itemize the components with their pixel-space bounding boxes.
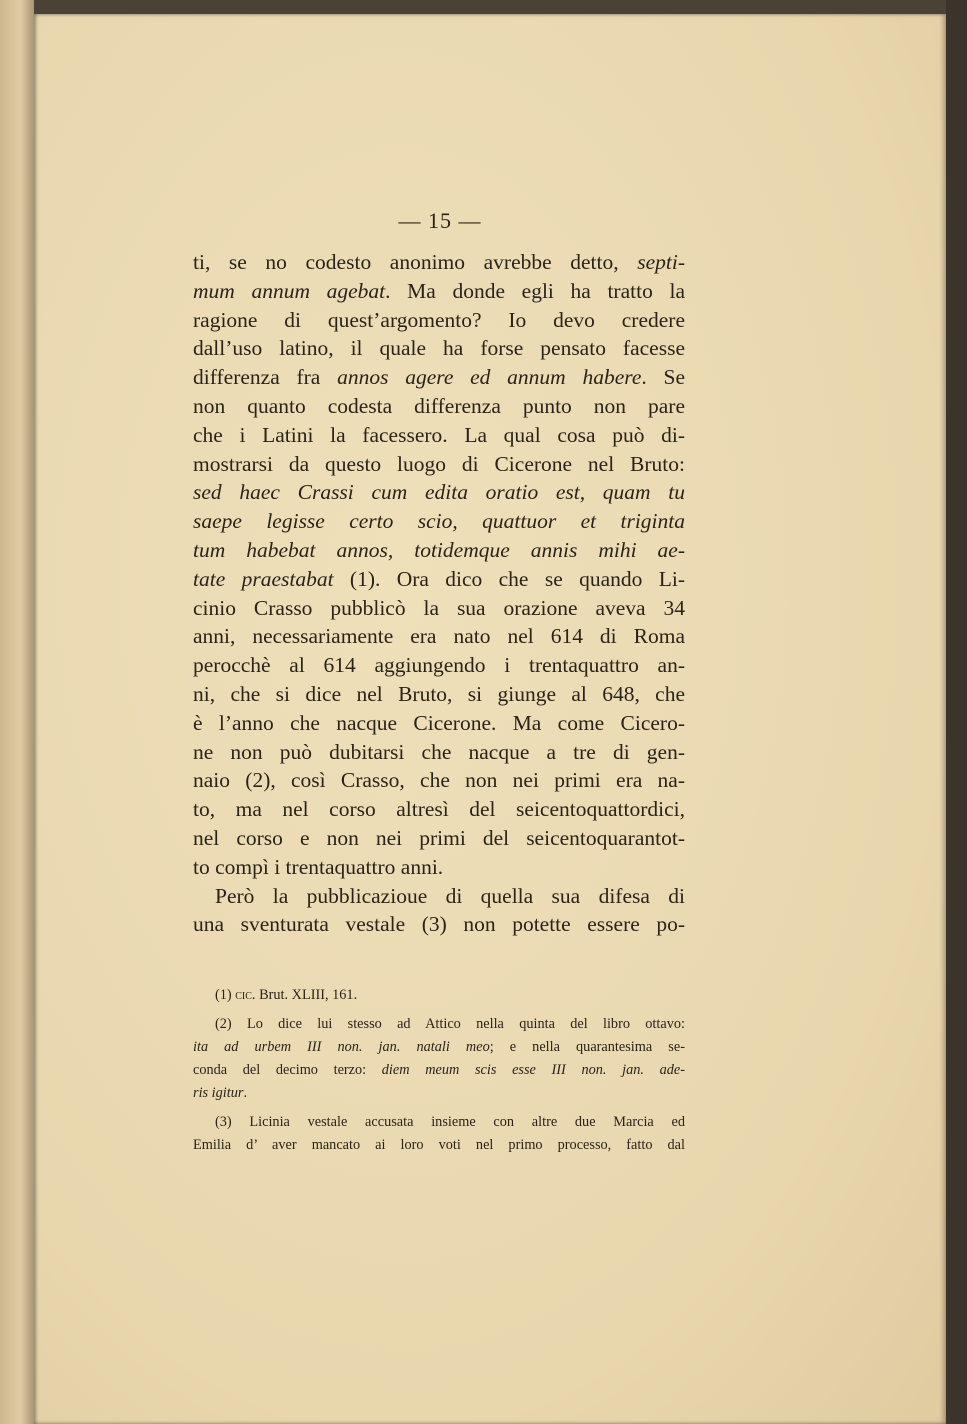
footnote-line: [193, 1111, 685, 1134]
text-segment: . Se: [641, 365, 686, 390]
body-line: [193, 651, 685, 680]
body-line: [193, 248, 685, 277]
body-line: [193, 795, 685, 824]
text-segment: ragione di quest’argomento? Io devo credere: [193, 307, 685, 332]
italic-text: septi-: [637, 250, 685, 274]
body-line: [193, 392, 685, 421]
scan-border-top: [34, 0, 946, 14]
body-line: [193, 421, 685, 450]
body-line: [193, 882, 685, 911]
body-line: [193, 507, 685, 536]
text-segment: cic: [235, 987, 252, 1003]
text-segment: (1). Ora dico che se quando Li-: [333, 566, 685, 591]
text-segment: una sventurata vestale (3) non potette essere po-: [193, 912, 685, 937]
text-segment: to, ma nel corso altresì del seicentoquattordici,: [193, 797, 685, 822]
text-segment: Emilia d’ aver mancato ai loro voti nel primo processo, fatto dal: [193, 1137, 685, 1153]
italic-text: annos agere ed annum habere: [337, 365, 642, 390]
text-segment: è l’anno che nacque Cicerone. Ma come Cicero-: [193, 710, 685, 735]
body-line: [193, 450, 685, 479]
body-line: [193, 824, 685, 853]
text-segment: ti, se no codesto anonimo avrebbe detto,: [193, 250, 638, 274]
text-segment: (2) Lo dice lui stesso ad Attico nella quinta del libro ottavo:: [215, 1016, 685, 1032]
body-line: [193, 594, 685, 623]
text-segment: perocchè al 614 aggiungendo i trentaquattro an-: [193, 653, 685, 678]
page-number: — 15 —: [398, 208, 482, 233]
body-line: [193, 334, 685, 363]
scan-border-right: [946, 0, 967, 1424]
text-segment: ; e nella quarantesima se-: [489, 1039, 685, 1055]
text-segment: differenza fra: [193, 365, 338, 390]
body-line: [193, 622, 685, 651]
body-line: [193, 709, 685, 738]
text-segment: ni, che si dice nel Bruto, si giunge al 648, che: [193, 681, 685, 706]
footnote-line: [193, 1134, 685, 1157]
italic-text: diem meum scis esse III non. jan. ade-: [381, 1062, 685, 1078]
text-segment: naio (2), così Crasso, che non nei primi era na-: [193, 768, 685, 793]
footnote-line: [193, 1013, 685, 1036]
italic-text: tum habebat annos, totidemque annis mihi ae-: [193, 537, 685, 562]
body-line: [193, 853, 685, 882]
text-segment: dall’uso latino, il quale ha forse pensato facesse: [193, 336, 685, 361]
body-line: [193, 910, 685, 939]
italic-text: sed haec Crassi cum edita oratio est, quam tu: [193, 480, 685, 505]
body-line: [193, 277, 685, 306]
text-segment: nel corso e non nei primi del seicentoquarantot-: [193, 825, 685, 850]
italic-text: saepe legisse certo scio, quattuor et triginta: [193, 509, 685, 534]
footnote-line: [193, 1082, 685, 1105]
italic-text: mum annum agebat: [193, 278, 386, 303]
body-line: [193, 363, 685, 392]
body-line: [193, 536, 685, 565]
text-segment: . Brut. XLIII, 161.: [251, 987, 358, 1003]
body-line: [193, 766, 685, 795]
text-segment: .: [243, 1085, 248, 1101]
body-line: [193, 565, 685, 594]
footnote-line: [193, 1059, 685, 1082]
footnote-line: [193, 984, 685, 1007]
footnote-line: [193, 1036, 685, 1059]
text-segment: to compì i trentaquattro anni.: [193, 854, 444, 879]
body-line: [193, 306, 685, 335]
text-segment: che i Latini la facessero. La qual cosa può di-: [193, 422, 685, 447]
footnotes: [193, 984, 685, 1157]
italic-text: ita ad urbem III non. jan. natali meo: [193, 1039, 490, 1055]
text-segment: (1): [215, 987, 236, 1003]
text-segment: non quanto codesta differenza punto non pare: [193, 393, 685, 418]
body-line: [193, 478, 685, 507]
text-segment: conda del decimo terzo:: [193, 1062, 382, 1078]
text-segment: . Ma donde egli ha tratto la: [385, 278, 685, 303]
text-segment: ne non può dubitarsi che nacque a tre di gen-: [193, 739, 685, 764]
italic-text: tate praestabat: [193, 566, 334, 591]
text-segment: Però la pubblicazioue di quella sua difesa di: [215, 883, 685, 908]
body-text: [193, 248, 685, 939]
text-segment: cinio Crasso pubblicò la sua orazione aveva 34: [193, 595, 685, 620]
text-segment: (3) Licinia vestale accusata insieme con altre due Marcia ed: [215, 1114, 685, 1130]
body-line: [193, 680, 685, 709]
italic-text: ris igitur: [193, 1085, 244, 1101]
body-line: [193, 738, 685, 767]
text-segment: mostrarsi da questo luogo di Cicerone nel Bruto:: [193, 451, 685, 476]
text-segment: anni, necessariamente era nato nel 614 di Roma: [193, 624, 685, 649]
